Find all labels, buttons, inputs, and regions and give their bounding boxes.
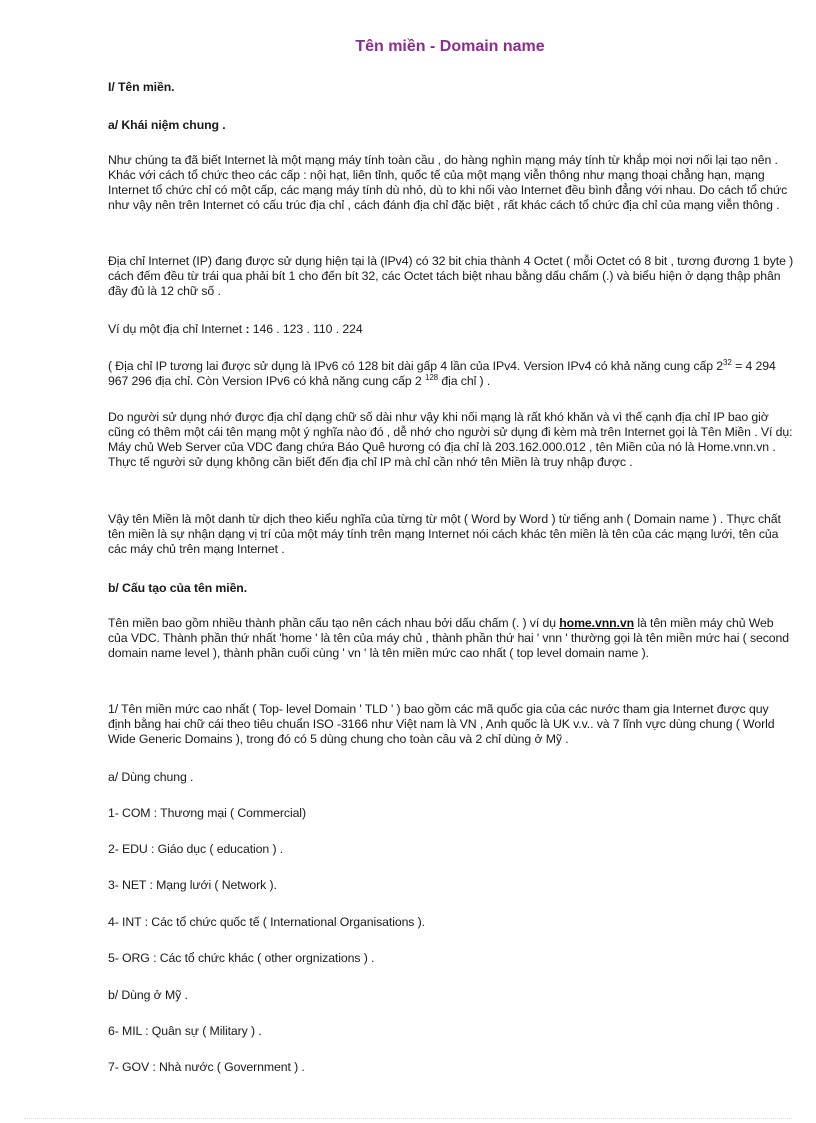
ipv6-text-a: ( Địa chỉ IP tương lai được sử dụng là IPv6 có 128 bit dài gấp 4 lần của IPv4. Version IPv4 có khả năng cung cấp 2 xyxy=(108,359,724,373)
common-label: a/ Dùng chung . xyxy=(108,770,194,784)
paragraph-ipv4: Địa chỉ Internet (IP) đang được sử dụng hiện tại là (IPv4) có 32 bit chia thành 4 Octet ( mỗi Octet có 8 bit , tương đương 1 byte ) cách đếm đều từ trái qua phải bít 1 cho đến bít 32, các Octet tách biệt nhau bằng dấu chấm (.) và biểu hiện ở dạng thập phân đầy đủ là 12 chữ số . xyxy=(108,254,794,298)
example-domain-link[interactable]: home.vnn.vn xyxy=(559,616,634,630)
list-item: 2- EDU : Giáo dục ( education ) . xyxy=(108,842,284,856)
paragraph-intro: Như chúng ta đã biết Internet là một mạng máy tính toàn cầu , do hàng nghìn mạng máy tính từ khắp mọi nơi nối lại tạo nên . Khác với cách tổ chức theo các cấp : nội hạt, liên tỉnh, quốc tế của một mạng viễn thông như mạng thoại chẳng hạn, mạng Internet tổ chức chỉ có một cấp, các mạng máy tính dù nhỏ, dù to khi nối vào Internet đều bình đẳng với nhau. Do cách tổ chức như vậy nên trên Internet có cấu trúc địa chỉ , cách đánh địa chỉ đặc biệt , rất khác cách tổ chức địa chỉ của mạng viễn thông . xyxy=(108,153,788,212)
paragraph-tld: 1/ Tên miền mức cao nhất ( Top- level Domain ' TLD ' ) bao gồm các mã quốc gia của các nước tham gia Internet được quy định bằng hai chữ cái theo tiêu chuẩn ISO -3166 như Việt nam là VN , Anh quốc là UK v.v.. và 7 lĩnh vực dùng chung ( World Wide Generic Domains ), trong đó có 5 dùng chung cho toàn cầu và 2 chỉ dùng ở Mỹ . xyxy=(108,702,775,746)
ipv6-text-b: = 4 294 967 296 địa chỉ. Còn Version IPv6 có khả năng cung cấp 2 xyxy=(108,359,776,388)
paragraph-domain-reason: Do người sử dụng nhớ được địa chỉ dạng chữ số dài như vậy khi nối mạng là rất khó khăn và vì thế cạnh địa chỉ IP bao giờ cũng có thêm một cái tên mạng một ý nghĩa nào đó , dễ nhớ cho người sử dụng đi kèm mà trên Internet gọi là Tên Miền . Ví dụ: Máy chủ Web Server của VDC đang chứa Báo Quê hương có địa chỉ là 203.162.000.012 , tên Miền của nó là Home.vnn.vn . Thực tế người sử dụng không cần biết đến địa chỉ IP mà chỉ cần nhớ tên Miền là truy nhập được . xyxy=(108,410,793,469)
example-label: Ví dụ một địa chỉ Internet xyxy=(108,322,243,336)
paragraph-domain-definition: Vậy tên Miền là một danh từ dịch theo kiểu nghĩa của từng từ một ( Word by Word ) từ tiếng anh ( Domain name ) . Thực chất tên miền là sự nhận dạng vị trí của một máy tính trên mạng Internet nói cách khác tên miền là tên của các mạng lưới, tên của các máy chủ trên mạng Internet . xyxy=(108,512,781,556)
list-item: 1- COM : Thương mại ( Commercial) xyxy=(108,806,306,820)
subsection-heading-a: a/ Khái niệm chung . xyxy=(108,118,226,132)
example-colon: : xyxy=(245,322,250,336)
section-heading: I/ Tên miền. xyxy=(108,80,175,94)
list-item: 3- NET : Mạng lưới ( Network ). xyxy=(108,878,277,892)
superscript-128: 128 xyxy=(424,373,439,382)
list-item: 5- ORG : Các tổ chức khác ( other orgnizations ) . xyxy=(108,951,375,965)
page-bottom-divider xyxy=(24,1118,792,1119)
page-title: Tên miền - Domain name xyxy=(355,38,545,55)
ipv6-text-c: địa chỉ ) . xyxy=(438,374,491,388)
paragraph-example xyxy=(108,322,794,337)
structure-text-b: là tên miền máy chủ Web của VDC. Thành phần thứ nhất 'home ' là tên của máy chủ , thành phần thứ hai ' vnn ' thường gọi là tên miền mức hai ( second domain name level ), thành phần cuối cùng ' vn ' là tên miền mức cao nhất ( top level domain name ). xyxy=(108,616,790,660)
list-item: 6- MIL : Quân sự ( Military ) . xyxy=(108,1024,262,1038)
subsection-heading-b: b/ Cấu tạo của tên miền. xyxy=(108,581,248,595)
list-item: 4- INT : Các tổ chức quốc tế ( International Organisations ). xyxy=(108,915,425,929)
superscript-32: 32 xyxy=(723,358,732,367)
us-label: b/ Dùng ở Mỹ . xyxy=(108,988,188,1002)
paragraph-ipv6 xyxy=(108,359,794,389)
structure-text-a: Tên miền bao gồm nhiều thành phần cấu tạo nên cách nhau bởi dấu chấm (. ) ví dụ xyxy=(108,616,560,630)
example-ip: 146 . 123 . 110 . 224 xyxy=(252,322,363,336)
list-item: 7- GOV : Nhà nước ( Government ) . xyxy=(108,1060,305,1074)
paragraph-structure xyxy=(108,616,794,661)
